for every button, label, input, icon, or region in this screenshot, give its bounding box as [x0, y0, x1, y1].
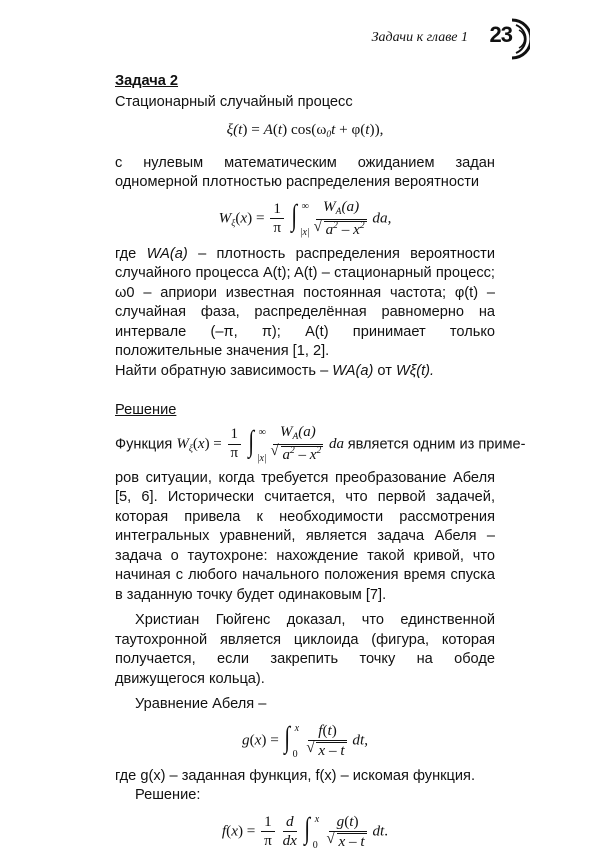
problem-intro: Стационарный случайный процесс [115, 93, 353, 110]
solution-title: Решение [115, 402, 177, 418]
running-header: Задачи к главе 1 [371, 30, 468, 45]
problem-task: Найти обратную зависимость – WA(a) от Wξ(t). [115, 362, 435, 379]
process-formula: ξ(t) = A(t) $\cos(\omega_0t + \varphi(t))$, [226, 121, 384, 140]
abel-solution-formula: f(x) = $\frac{1}{\pi}$ $\frac{d}{dx}$ ∫ x 0 g(t) √ x – t dt. [115, 812, 495, 852]
page-content [115, 72, 526, 852]
where-line: где g(x) – заданная функция, f(x) – искомая функция. [115, 767, 476, 784]
abel-equation: g(x) = ∫ x 0 f(t) √ x – t dt, [115, 721, 495, 761]
problem-text-2: где WA(a) – плотность распределения вероятности случайного процесса A(t); A(t) – стационарный процесс; ω0 – априори известная постоянная частота; φ(t) – случайная фаза, распределённая равномерно на интервале (–π, π); A(t) принимает только положительные значения [1, 2]. [115, 245, 496, 359]
problem-text-1: с нулевым математическим ожиданием задан одномерной плотностью распределения вероятности [115, 154, 495, 190]
solution-paragraph-2: Христиан Гюйгенс доказал, что единственной таутохронной является циклоида (фигура, которая получается, если закрепить точку на ободе движущегося кольца). [115, 612, 495, 687]
page-number: 23 [489, 22, 512, 47]
page-number-ornament-icon [486, 17, 530, 61]
density-formula: $W_\xi(x)$ = $\frac{1}{\pi}$ ∫ ∞ |x| $W_A(a)$ √ $a^2 - x^2$ da, [115, 199, 495, 239]
problem-title: Задача 2 [115, 73, 179, 89]
solution-paragraph-1: ров ситуации, когда требуется преобразование Абеля [5, 6]. Исторически считается, что первой задачей, которая привела к необходимости рассмотрения интегральных уравнений, является задача Абеля – задача о таутохроне: нахождение такой кривой, что начиная с любого начального положения время спуска в заданную точку будет одинаковым [7]. [115, 469, 495, 603]
solution-label: Решение: [135, 787, 201, 803]
solution-lead: Функция $W_\xi(x)$ = $\frac{1}{\pi}$ ∫ ∞ |x| $W_A(a)$ √ $a^2 - x^2$ da является одним из приме- [115, 425, 495, 465]
abel-equation-label: Уравнение Абеля – [135, 696, 267, 712]
